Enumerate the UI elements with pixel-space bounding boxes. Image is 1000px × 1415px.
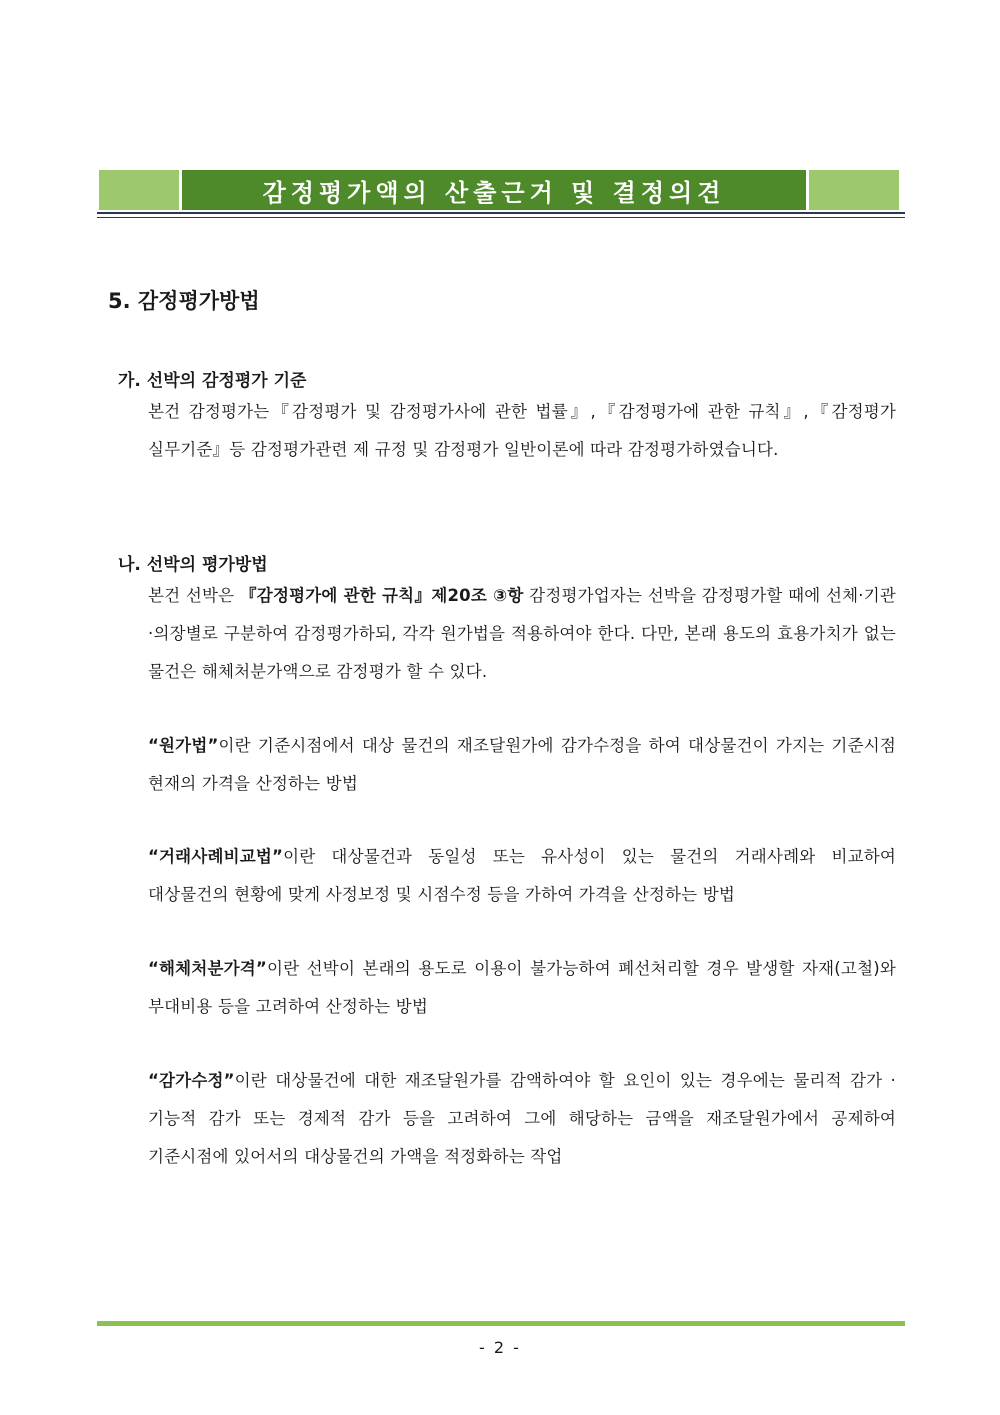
banner-underline-thick (97, 212, 905, 214)
section-heading: 5. 감정평가방법 (108, 289, 260, 313)
title-banner (97, 170, 905, 210)
definition-sales-comparison (148, 838, 896, 914)
banner-title: 감정평가액의 산출근거 및 결정의견 (262, 178, 726, 207)
method-paragraph-intro: 본건 선박은 (148, 586, 240, 605)
footer-rule (97, 1321, 905, 1326)
definition-text: 이란 대상물건과 동일성 또는 유사성이 있는 물건의 거래사례와 비교하여 대상물건의 현황에 맞게 사정보정 및 시점수정 등을 가하여 가격을 산정하는 방법 (148, 847, 896, 904)
definition-term: “원가법” (148, 736, 219, 755)
definition-depreciation (148, 1062, 896, 1176)
page-number: - 2 - (479, 1338, 521, 1357)
method-paragraph (148, 577, 896, 691)
definition-cost-approach (148, 727, 896, 803)
definition-term: “거래사례비교법” (148, 847, 284, 866)
definition-term: “감가수정” (148, 1071, 235, 1090)
criteria-paragraph: 본건 감정평가는『감정평가 및 감정평가사에 관한 법률』,『감정평가에 관한 규칙』,『감정평가 실무기준』등 감정평가관련 제 규정 및 감정평가 일반이론에 따라 감정평가하였습니다. (148, 402, 896, 459)
definition-term: “해체처분가격” (148, 959, 267, 978)
definition-text: 이란 기준시점에서 대상 물건의 재조달원가에 감가수정을 하여 대상물건이 가지는 기준시점 현재의 가격을 산정하는 방법 (148, 736, 896, 793)
method-paragraph-regulation: 『감정평가에 관한 규칙』제20조 ③항 (239, 586, 524, 605)
definition-text: 이란 선박이 본래의 용도로 이용이 불가능하여 폐선처리할 경우 발생할 자재(고철)와 부대비용 등을 고려하여 산정하는 방법 (148, 959, 896, 1016)
definition-text: 이란 대상물건에 대한 재조달원가를 감액하여야 할 요인이 있는 경우에는 물리적 감가 · 기능적 감가 또는 경제적 감가 등을 고려하여 그에 해당하는 금액을 재조달원가에서 공제하여 기준시점에 있어서의 대상물건의 가액을 적정화하는 작업 (148, 1071, 896, 1166)
subsection-heading-method: 나. 선박의 평가방법 (118, 555, 268, 575)
banner-left-accent (99, 170, 179, 210)
banner-underline-thin (97, 217, 905, 218)
method-paragraph-rest: 감정평가업자는 선박을 감정평가할 때에 선체·기관·의장별로 구분하여 감정평가하되, 각각 원가법을 적용하여야 한다. 다만, 본래 용도의 효용가치가 없는 물건은 해체처분가액으로 감정평가 할 수 있다. (148, 586, 896, 681)
banner-right-accent (809, 170, 899, 210)
subsection-heading-criteria: 가. 선박의 감정평가 기준 (118, 371, 307, 391)
banner-main (182, 170, 806, 210)
definition-scrap-value (148, 950, 896, 1026)
